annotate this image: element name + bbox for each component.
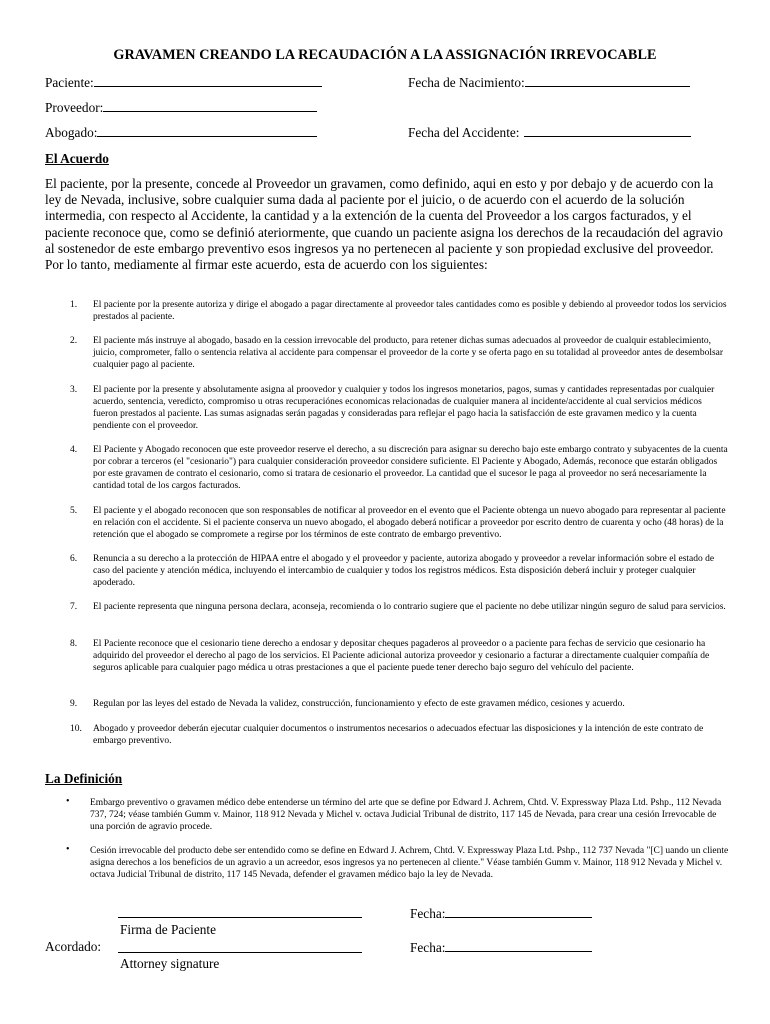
agreement-heading: El Acuerdo: [45, 151, 109, 166]
patient-date-field[interactable]: [410, 905, 592, 922]
item-number: 4.: [70, 445, 78, 455]
attorney-signature-line[interactable]: [118, 951, 362, 953]
item-text: El paciente representa que ninguna persona declara, aconseja, recomienda o lo contrario sugiere que el paciente no debe utilizar ningún seguro de salud para servicios.: [93, 602, 726, 612]
accident-date-label: Fecha del Accidente:: [408, 125, 520, 140]
attorney-date-field[interactable]: [410, 939, 592, 956]
item-text: Regulan por las leyes del estado de Nevada la validez, construcción, funcionamiento y efecto de este gravamen médico, cesiones y acuerdo.: [93, 699, 625, 709]
lawyer-field[interactable]: [45, 124, 317, 141]
item-text: El paciente por la presente y absolutamente asigna al proovedor y cualquier y todos los ingresos monetarios, pagos, sumas y cantidades representadas por cualquier acuerdo, sentencia, veredicto, compromiso u otras recuperaciónes economicas relacionadas de cualquier manera al incidente/accidente al cual servicios médicos fueron prestados al paciente. Las sumas asignadas serán pagadas y consideradas para reflejar el pago hacia la satisfacción de este gravamen medico y la cuenta pendiente con el proveedor.: [93, 385, 715, 431]
item-text: El paciente por la presente autoriza y dirige el abogado a pagar directamente al proveedor tales cantidades como es posible y debiendo al proveedor todos los servicios prestados al paciente.: [93, 300, 727, 322]
patient-line[interactable]: [94, 74, 322, 87]
date-label: Fecha:: [410, 906, 446, 921]
attorney-date-line[interactable]: [445, 939, 592, 952]
patient-label: Paciente:: [45, 75, 94, 90]
item-number: 7.: [70, 602, 78, 612]
agreement-intro: El paciente, por la presente, concede al Proveedor un gravamen, como definido, aqui en esto y por debajo y de acuerdo con la ley de Nevada, inclusive, sobre cualquier suma dada al paciente por el juicio, o de acuerdo con el acuerdo de la solución intermedia, con respecto al Accidente, la cantidad y a la extención de la cuenta del Proveedor a los cargos facturados, y el paciente reconoce que, como se definió ateriormente, que cuando un paciente asigna los derechos de la recaudación del agravio al sostenedor de este embargo preventivo esos ingresos ya no pertenecen al paciente y son propiedad exclusive del proveedor. Por lo tanto, mediamente al firmar este acuerdo, esta de acuerdo con los siguientes:: [45, 176, 723, 273]
item-number: 5.: [70, 506, 78, 516]
birth-date-field[interactable]: [408, 74, 690, 91]
item-number: 8.: [70, 639, 78, 649]
accident-date-line[interactable]: [524, 124, 691, 137]
bullet-icon: •: [66, 844, 70, 855]
item-number: 9.: [70, 699, 78, 709]
patient-field[interactable]: [45, 74, 322, 91]
item-number: 1.: [70, 300, 78, 310]
patient-signature-line[interactable]: [118, 916, 362, 918]
provider-label: Proveedor:: [45, 100, 104, 115]
item-text: Abogado y proveedor deberán ejecutar cualquier documentos o instrumentos necesarios o adecuados efectuar las disposiciones y la intención de este contrato de embargo preventivo.: [93, 724, 704, 746]
bullet-icon: •: [66, 796, 70, 807]
agreed-label: Acordado:: [45, 939, 102, 954]
lawyer-line[interactable]: [97, 124, 317, 137]
bullet-text: Cesión irrevocable del producto debe ser entendido como se define en Edward J. Achrem, Chtd. V. Expressway Plaza Ltd. Pshp., 112 737 Nevada "[C] uando un cliente asigna derechos a los beneficios de un agravio a un acreedor, esos ingresos ya no pertenecen al cliente." Véase también Gumm v. Mainor, 118 912 Nevada y Michel v. octava Judicial Tribunal de distrito, 117 145 Nevada, defender el gravamen médico bajo la ley de Nevada.: [90, 846, 729, 880]
document-title: GRAVAMEN CREANDO LA RECAUDACIÓN A LA ASSIGNACIÓN IRREVOCABLE: [113, 47, 657, 63]
provider-line[interactable]: [103, 99, 317, 112]
accident-date-field[interactable]: [408, 124, 691, 141]
attorney-signature-label: Attorney signature: [120, 956, 220, 971]
definition-heading: La Definición: [45, 771, 123, 786]
patient-signature-label: Firma de Paciente: [120, 922, 216, 937]
item-number: 10.: [70, 724, 82, 734]
bullet-text: Embargo preventivo o gravamen médico debe entenderse un término del arte que se define por Edward J. Achrem, Chtd. V. Expressway Plaza Ltd. Pshp., 112 Nevada 737, 724; véase también Gumm v. Mainor, 118 912 Nevada y Michel v. octava Judicial Tribunal de distrito, 117 145 de Nevada, para crear una cesión Irrevocable de una porción de agravio procede.: [90, 798, 722, 832]
item-text: El paciente más instruye al abogado, basado en la cession irrevocable del producto, para retener dichas sumas adecuados al proveedor de cualquir establecimiento, juicio, comprometer, fallo o sentencia relativa al accidente para compensar el proveedor de la corte y se oferta pago en su totalidad al proveedor antes de desembolsar cualquier pago al paciente.: [93, 336, 724, 370]
provider-field[interactable]: [45, 99, 317, 116]
item-number: 2.: [70, 336, 78, 346]
lawyer-label: Abogado:: [45, 125, 98, 140]
item-number: 6.: [70, 554, 78, 564]
item-text: El Paciente y Abogado reconocen que este proveedor reserve el derecho, a su discreción para asignar su derecho bajo este embargo contrato y subyacentes de la cuenta por cobrar a terceros (el "cesionario") para cualquier consideración proveedor considere suficiente. El Paciente y Abogado, Además, reconoce que estarán obligados por este gravamen de contrato el cesionario, como si tratara de cesionario el proveedor. La cantidad que el sucesor le paga al proveedor no será necesariamente la cantidad total de los cargos facturados.: [93, 445, 728, 491]
item-text: Renuncia a su derecho a la protección de HIPAA entre el abogado y el proveedor y paciente, autoriza abogado y proveedor a revelar información sobre el estado de caso del paciente y atención médica, incluyendo el intercambio de cualquier y todos los registros médicos. Esta disposición deberá incluir y proteger cualquier apoderado.: [93, 554, 715, 588]
patient-date-line[interactable]: [445, 905, 592, 918]
date-label: Fecha:: [410, 940, 446, 955]
birth-date-label: Fecha de Nacimiento:: [408, 75, 525, 90]
item-number: 3.: [70, 385, 78, 395]
item-text: El Paciente reconoce que el cesionario tiene derecho a endosar y depositar cheques pagaderos al proveedor o a paciente para fechas de servicio que cesionario ha adquirido del proveedor el derecho al pago de los servicios. El Paciente adicional autoriza proveedor y cesionario a facturar a directamente cualquier compañía de seguros aplicable para cualquier pago médica u otras prestaciones a que el paciente puede tener derecho bajo seguro del vehículo del paciente.: [93, 639, 710, 673]
birth-date-line[interactable]: [525, 74, 690, 87]
item-text: El paciente y el abogado reconocen que son responsables de notificar al proveedor en el evento que el Paciente obtenga un nuevo abogado para representar al paciente en relación con el accidente. Si el paciente conserva un nuevo abogado, el abogado deberá notificar a proveedor por escrito dentro de cuarenta y ocho (48 horas) de la retención que el abogado se compromete a regirse por los términos de este contrato de embargo preventivo.: [93, 506, 726, 540]
